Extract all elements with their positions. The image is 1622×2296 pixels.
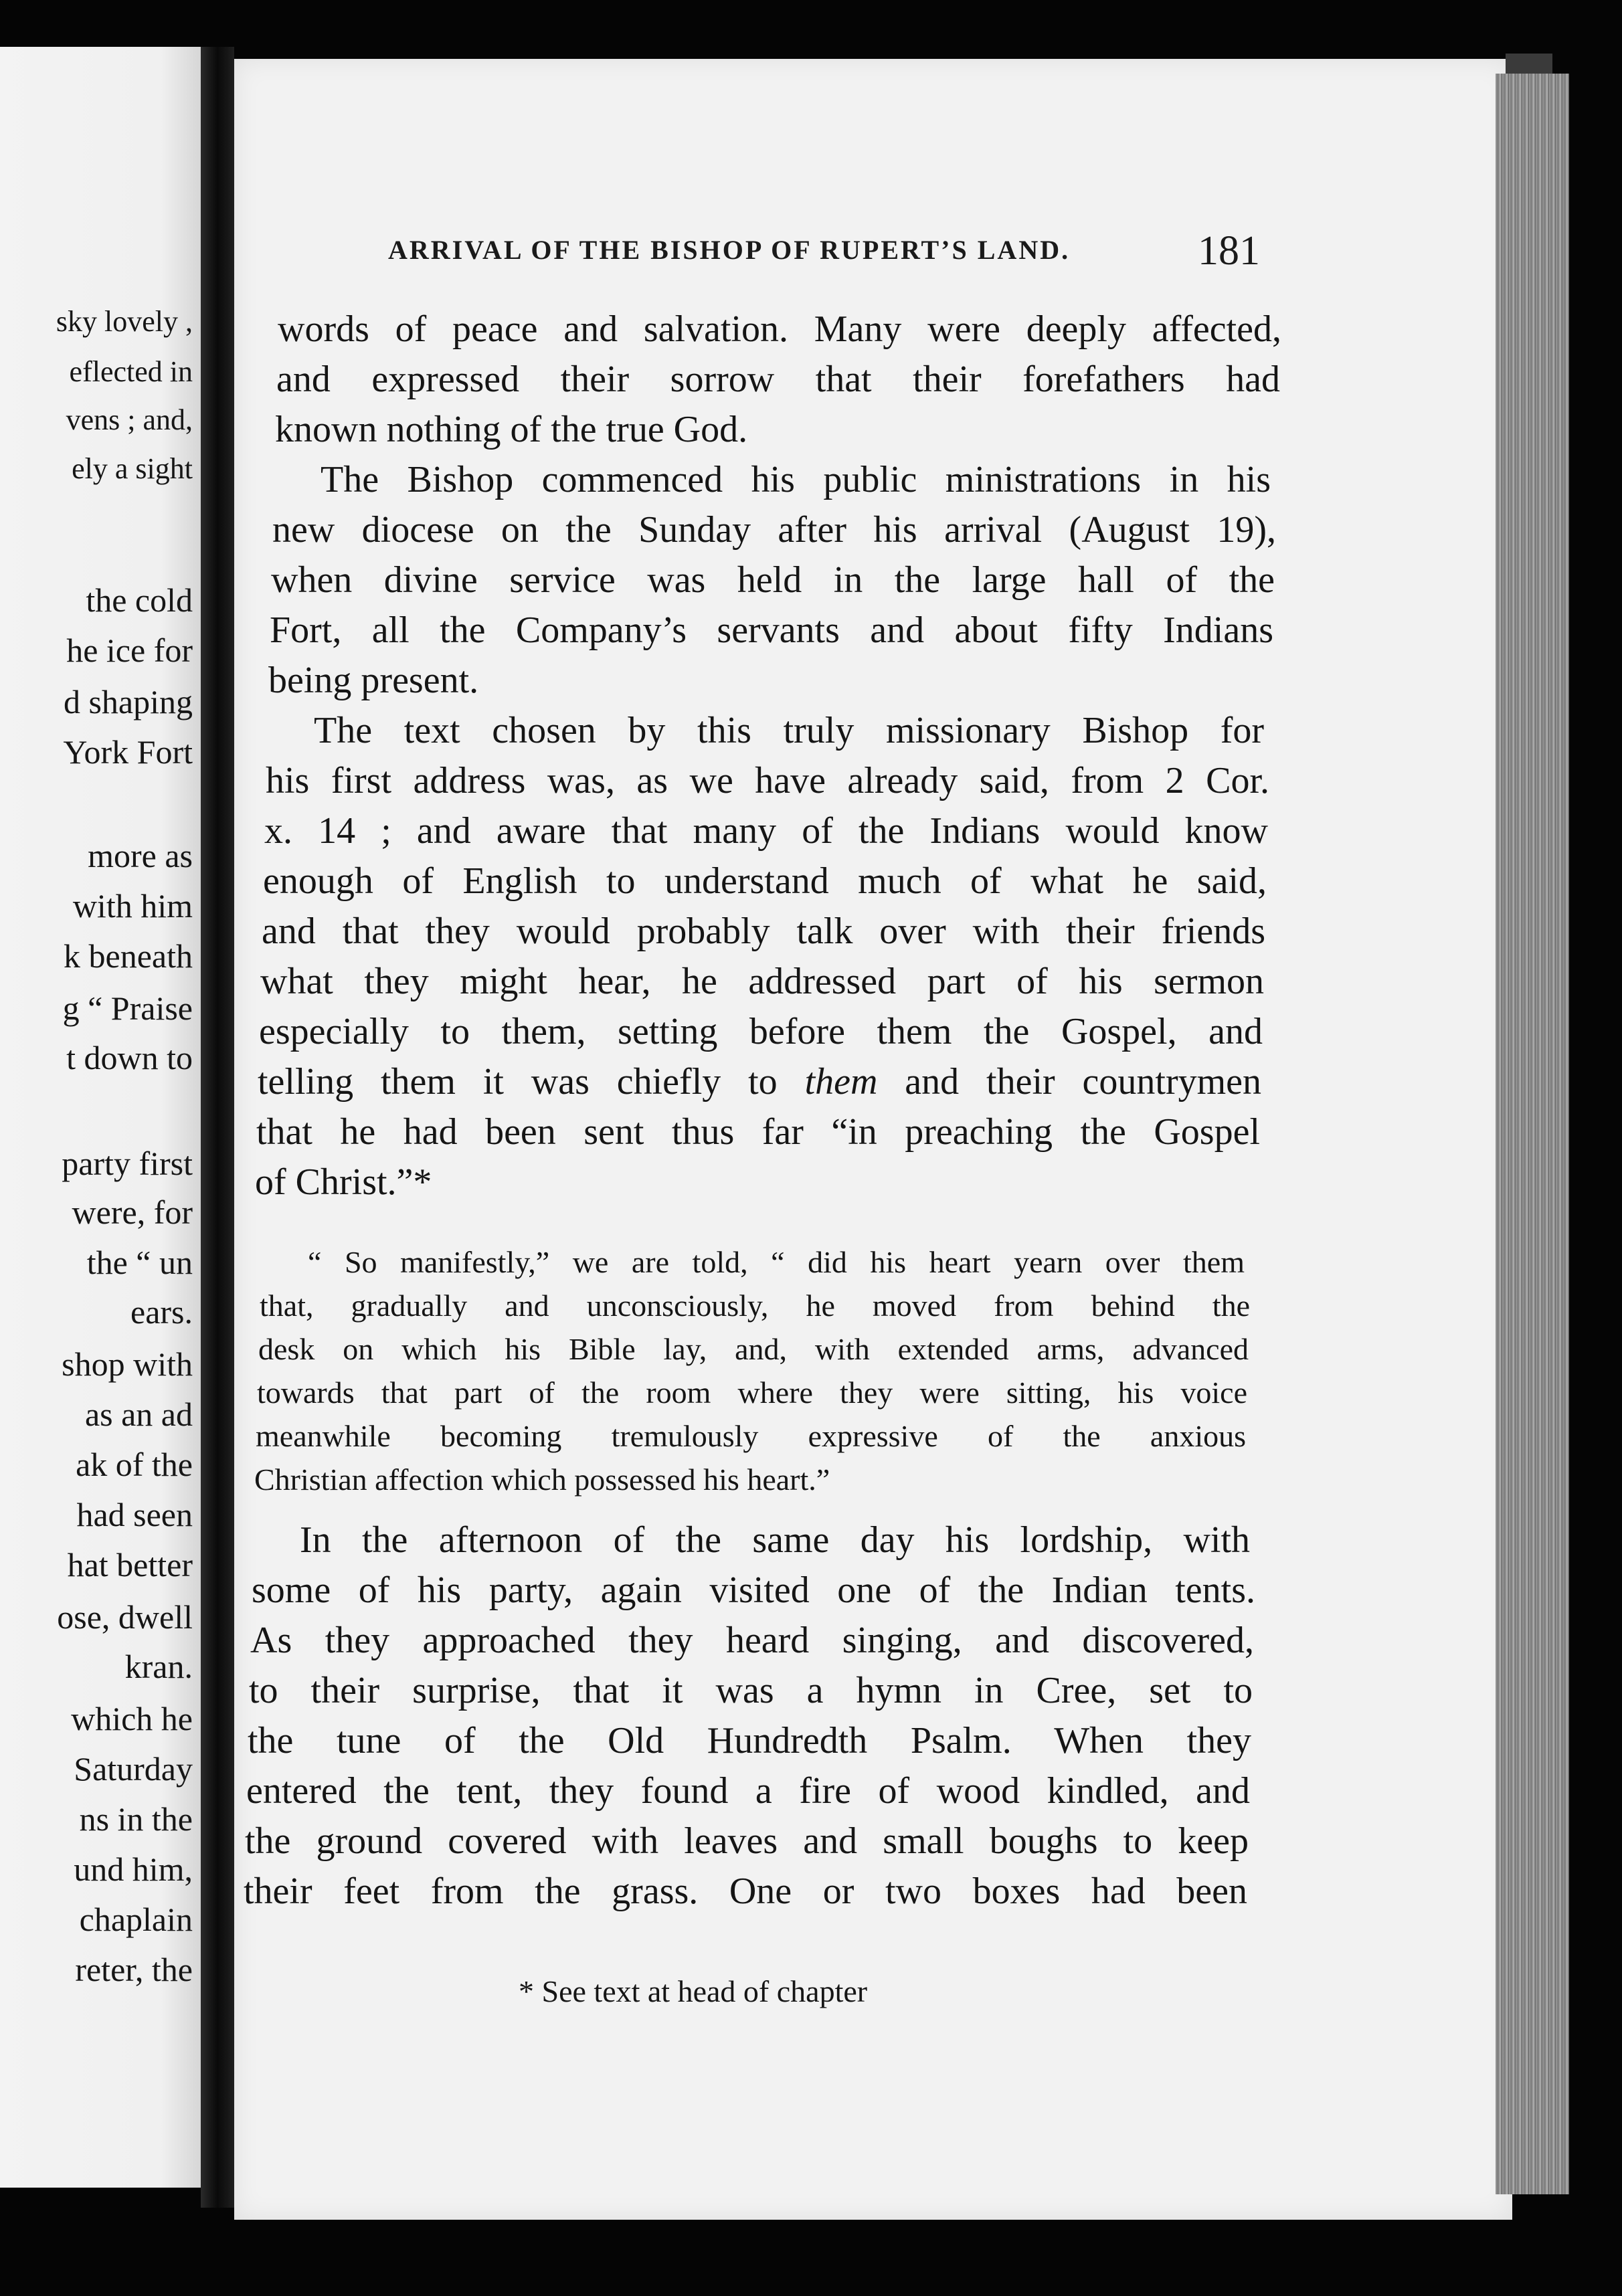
body-line: The text chosen by this truly missionary Bishop for xyxy=(314,710,1264,751)
page-edge xyxy=(1496,74,1569,2194)
body-line: being present. xyxy=(268,660,479,701)
body-line: As they approached they heard singing, and discovered, xyxy=(250,1620,1254,1661)
body-line: and that they would probably talk over with their friends xyxy=(262,911,1265,952)
body-line: some of his party, again visited one of the Indian tents. xyxy=(252,1569,1255,1611)
body-line: The Bishop commenced his public ministrations in his xyxy=(321,459,1271,500)
footnote: * See text at head of chapter xyxy=(519,1974,868,2008)
left-page-line: ak of the xyxy=(76,1446,193,1483)
left-page-line: the “ un xyxy=(86,1244,193,1281)
left-page-line: chaplain xyxy=(79,1901,193,1938)
left-page-line: Saturday xyxy=(74,1750,193,1788)
body-line: the tune of the Old Hundredth Psalm. When they xyxy=(248,1720,1251,1761)
left-page-line: und him, xyxy=(74,1850,193,1888)
left-page-line: reter, the xyxy=(75,1951,193,1988)
quote-line: that, gradually and unconsciously, he moved from behind the xyxy=(260,1288,1250,1323)
left-page-line: with him xyxy=(72,887,193,925)
left-page-line: had seen xyxy=(76,1496,193,1533)
body-line: what they might hear, he addressed part of his sermon xyxy=(260,961,1264,1002)
book-gutter xyxy=(201,47,234,2208)
left-page-line: g “ Praise xyxy=(62,989,193,1027)
left-page-line: sky lovely , xyxy=(56,305,193,338)
left-page-line: kran. xyxy=(124,1648,193,1685)
body-line: entered the tent, they found a fire of wood kindled, and xyxy=(246,1770,1250,1812)
left-page-line: the cold xyxy=(86,581,193,619)
body-line: their feet from the grass. One or two boxes had been xyxy=(244,1871,1247,1912)
left-page-line: were, for xyxy=(72,1193,193,1231)
quote-line: towards that part of the room where they were sitting, his voice xyxy=(257,1375,1247,1410)
quote-line: desk on which his Bible lay, and, with extended arms, advanced xyxy=(258,1332,1249,1366)
body-line: known nothing of the true God. xyxy=(275,409,748,450)
quote-line: Christian affection which possessed his heart.” xyxy=(254,1462,830,1497)
left-page-line: ns in the xyxy=(79,1800,193,1838)
running-head: ARRIVAL OF THE BISHOP OF RUPERT’S LAND. xyxy=(388,235,1071,265)
emphasis: them xyxy=(804,1061,878,1103)
body-line: In the afternoon of the same day his lordship, with xyxy=(300,1519,1250,1561)
left-page-line: as an ad xyxy=(84,1396,193,1433)
left-page-line: York Fort xyxy=(63,733,193,771)
body-line: his first address was, as we have already said, from 2 Cor. xyxy=(266,760,1269,801)
left-page-line: ose, dwell xyxy=(57,1598,193,1636)
left-page-line: d shaping xyxy=(63,683,193,721)
body-line: Fort, all the Company’s servants and about fifty Indians xyxy=(270,609,1273,651)
left-page-line: t down to xyxy=(66,1039,193,1076)
left-page xyxy=(0,47,201,2188)
body-line: especially to them, setting before them the Gospel, and xyxy=(259,1011,1263,1052)
body-line: x. 14 ; and aware that many of the Indians would know xyxy=(264,810,1268,852)
left-page-line: which he xyxy=(71,1700,193,1737)
body-line: and expressed their sorrow that their forefathers had xyxy=(276,359,1280,400)
quote-line: “ So manifestly,” we are told, “ did his heart yearn over them xyxy=(308,1245,1245,1279)
left-page-line: ears. xyxy=(130,1293,193,1331)
body-line: telling them it was chiefly to them and their countrymen xyxy=(258,1061,1261,1103)
left-page-line: shop with xyxy=(62,1345,193,1383)
body-line: that he had been sent thus far “in preaching the Gospel xyxy=(256,1111,1260,1153)
left-page-line: party first xyxy=(62,1145,193,1182)
body-line: new diocese on the Sunday after his arrival (August 19), xyxy=(272,509,1276,551)
left-page-line: he ice for xyxy=(66,632,193,669)
left-page-line: eflected in xyxy=(69,355,193,388)
left-page-line: k beneath xyxy=(64,937,193,975)
body-line: the ground covered with leaves and small boughs to keep xyxy=(245,1820,1249,1862)
body-line: to their surprise, that it was a hymn in Cree, set to xyxy=(249,1670,1253,1711)
body-line: words of peace and salvation. Many were deeply affected, xyxy=(278,308,1281,350)
left-page-line: more as xyxy=(88,837,193,874)
body-line: when divine service was held in the large hall of the xyxy=(271,559,1275,601)
body-line: of Christ.”* xyxy=(255,1161,432,1203)
left-page-line: hat better xyxy=(67,1546,193,1584)
quote-line: meanwhile becoming tremulously expressive of the anxious xyxy=(256,1419,1246,1453)
body-line: enough of English to understand much of what he said, xyxy=(263,860,1267,902)
left-page-line: vens ; and, xyxy=(66,403,193,436)
page-number: 181 xyxy=(1198,228,1260,274)
left-page-line: ely a sight xyxy=(72,452,193,485)
